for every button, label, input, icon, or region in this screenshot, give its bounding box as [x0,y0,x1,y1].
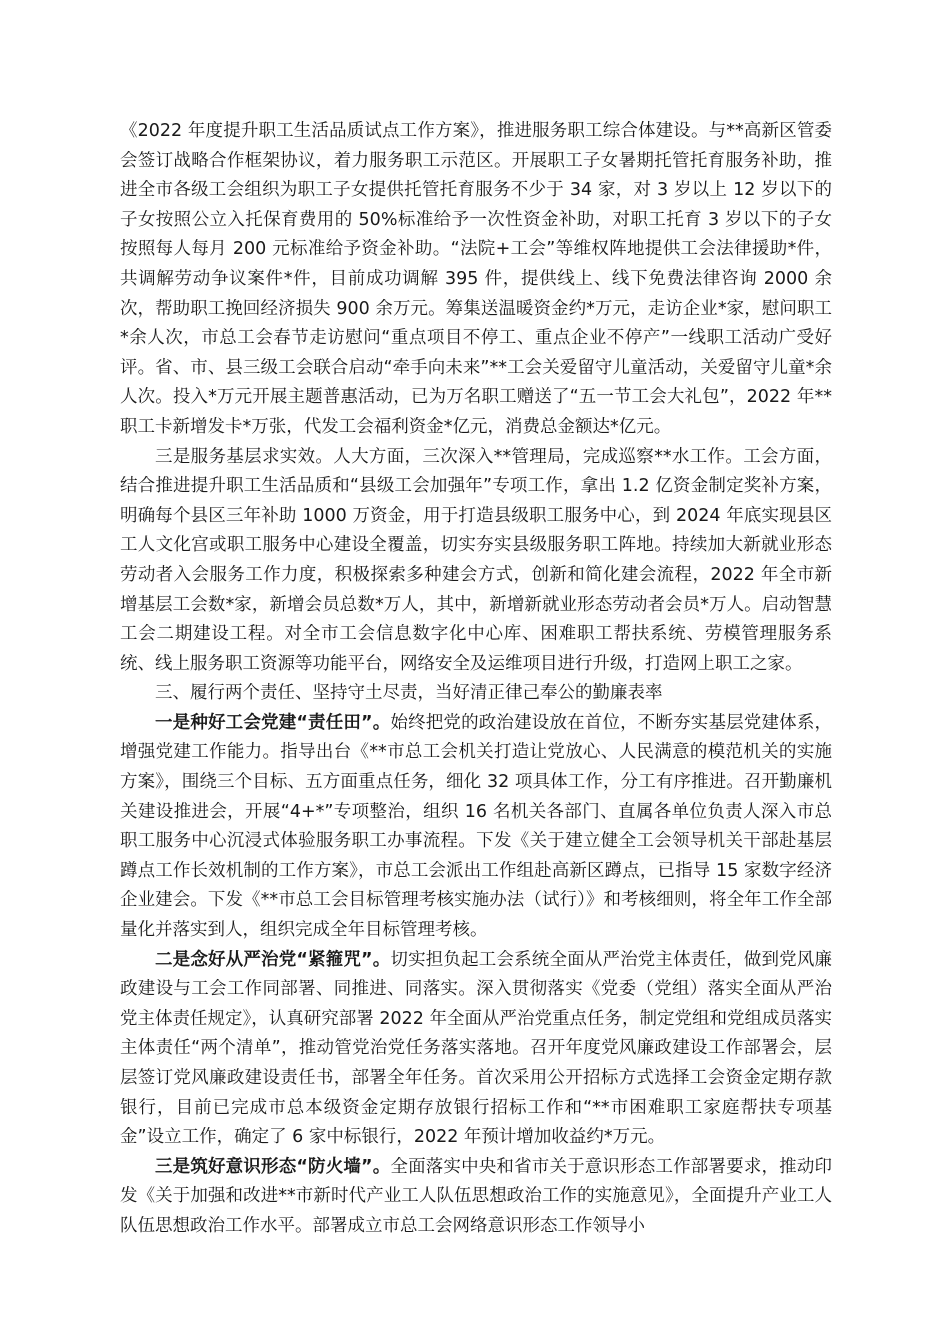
paragraph-lead: 一是种好工会党建“责任田”。 [155,712,391,733]
document-body [120,117,832,1242]
paragraph-text: 始终把党的政治建设放在首位，不断夯实基层党建体系，增强党建工作能力。指导出台《**市总工会机关打造让党放心、人民满意的模范机关的实施方案》，围绕三个目标、五方面重点任务，细化 32 项具体工作，分工有序推进。召开勤廉机关建设推进会，开展“4+*”专项整治，组织 16 名机关各部门、直属各单位负责人深入市总职工服务中心沉浸式体验服务职工办事流程。下发《关于建立健全工会领导机关干部赴基层蹲点工作长效机制的工作方案》，市总工会派出工作组赴高新区蹲点，已指导 15 家数字经济企业建会。下发《**市总工会目标管理考核实施办法（试行）》和考核细则，将全年工作全部量化并落实到人，组织完成全年目标管理考核。 [120,712,832,941]
heading-text: 三、履行两个责任、坚持守土尽责，当好清正律己奉公的勤廉表率 [155,683,663,704]
paragraph-continuation [120,117,832,443]
paragraph-lead: 三是筑好意识形态“防火墙”。 [155,1156,391,1177]
section-heading [120,679,832,709]
paragraph-text: 全面落实中央和省市关于意识形态工作部署要求，推动印发《关于加强和改进**市新时代产业工人队伍思想政治工作的实施意见》，全面提升产业工人队伍思想政治工作水平。部署成立市总工会网络意识形态工作领导小 [120,1156,832,1236]
paragraph-text: 《2022 年度提升职工生活品质试点工作方案》，推进服务职工综合体建设。与**高新区管委会签订战略合作框架协议，着力服务职工示范区。开展职工子女暑期托管托育服务补助，推进全市各级工会组织为职工子女提供托管托育服务不少于 34 家，对 3 岁以上 12 岁以下的子女按照公立入托保育费用的 50%标准给予一次性资金补助，对职工托育 3 岁以下的子女按照每人每月 200 元标准给予资金补助。“法院+工会”等维权阵地提供工会法律援助*件，共调解劳动争议案件*件，目前成功调解 395 件，提供线上、线下免费法律咨询 2000 余次，帮助职工挽回经济损失 900 余万元。筹集送温暖资金约*万元，走访企业*家，慰问职工*余人次，市总工会春节走访慰问“重点项目不停工、重点企业不停产”一线职工活动广受好评。省、市、县三级工会联合启动“牵手向未来”**工会关爱留守儿童活动，关爱留守儿童*余人次。投入*万元开展主题普惠活动，已为万名职工赠送了“五一节工会大礼包”，2022 年**职工卡新增发卡*万张，代发工会福利资金*亿元，消费总金额达*亿元。 [120,121,832,437]
paragraph-text: 切实担负起工会系统全面从严治党主体责任，做到党风廉政建设与工会工作同部署、同推进、同落实。深入贯彻落实《党委（党组）落实全面从严治党主体责任规定》，认真研究部署 2022 年全面从严治党重点任务，制定党组和党组成员落实主体责任“两个清单”，推动管党治党任务落实落地。召开年度党风廉政建设工作部署会，层层签订党风廉政建设责任书，部署全年任务。首次采用公开招标方式选择工会资金定期存款银行，目前已完成市总本级资金定期存放银行招标工作和“**市困难职工家庭帮扶专项基金”设立工作，确定了 6 家中标银行，2022 年预计增加收益约*万元。 [120,949,832,1148]
paragraph-party-building [120,709,832,946]
paragraph-strict-governance [120,946,832,1153]
paragraph-service-grassroots [120,443,832,680]
paragraph-lead: 二是念好从严治党“紧箍咒”。 [155,949,391,970]
paragraph-ideology [120,1153,832,1242]
paragraph-text: 三是服务基层求实效。人大方面，三次深入**管理局，完成巡察**水工作。工会方面，结合推进提升职工生活品质和“县级工会加强年”专项工作，拿出 1.2 亿资金制定奖补方案，明确每个县区三年补助 1000 万资金，用于打造县级职工服务中心，到 2024 年底实现县区工人文化宫或职工服务中心建设全覆盖，切实夯实县级服务职工阵地。持续加大新就业形态劳动者入会服务工作力度，积极探索多种建会方式，创新和简化建会流程，2022 年全市新增基层工会数*家，新增会员总数*万人，其中，新增新就业形态劳动者会员*万人。启动智慧工会二期建设工程。对全市工会信息数字化中心库、困难职工帮扶系统、劳模管理服务系统、线上服务职工资源等功能平台，网络安全及运维项目进行升级，打造网上职工之家。 [120,446,832,674]
